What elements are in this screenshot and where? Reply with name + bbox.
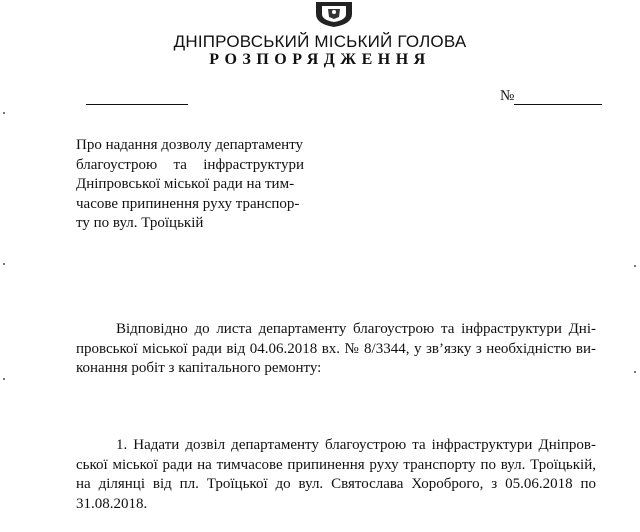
margin-mark (634, 265, 636, 267)
body-paragraph-1 (76, 320, 596, 379)
body-paragraph-2 (76, 436, 596, 514)
number-label: № (500, 88, 515, 104)
paragraph-line: 31.08.2018. (76, 495, 148, 512)
paragraph-line: на ділянці від пл. Троїцької до вул. Святослава Хороброго, з 05.06.2018 по (76, 476, 596, 492)
margin-mark (3, 112, 5, 114)
subject-line: Дніпровської міської ради на тим- (76, 176, 295, 192)
authority-title: ДНІПРОВСЬКИЙ МІСЬКИЙ ГОЛОВА (173, 32, 467, 51)
subject-block (76, 136, 304, 234)
margin-mark (634, 371, 636, 373)
paragraph-line: ської міської ради на тимчасове припинення руху транспорту по вул. Троїцькій, (76, 456, 596, 473)
coat-of-arms-icon (312, 0, 356, 28)
document-type-title: РОЗПОРЯДЖЕННЯ (209, 51, 431, 68)
subject-line: благоустрою та інфраструктури (76, 156, 304, 173)
date-blank-line (86, 103, 188, 105)
paragraph-line: Відповідно до листа департаменту благоустрою та інфраструктури Дні- (116, 321, 596, 337)
margin-mark (3, 263, 5, 265)
margin-mark (3, 378, 5, 380)
paragraph-line: провської міської ради від 04.06.2018 вх. № 8/3344, у зв’язку з необхідністю ви- (76, 340, 596, 357)
subject-line: ту по вул. Троїцькій (76, 215, 204, 231)
number-blank-line (514, 103, 602, 105)
subject-line: часове припинення руху транспор- (76, 195, 300, 212)
paragraph-line: конання робіт з капітального ремонту: (76, 360, 322, 376)
subject-line: Про надання дозволу департаменту (76, 137, 304, 153)
paragraph-line: 1. Надати дозвіл департаменту благоустрою та інфраструктури Дніпров- (116, 437, 596, 453)
